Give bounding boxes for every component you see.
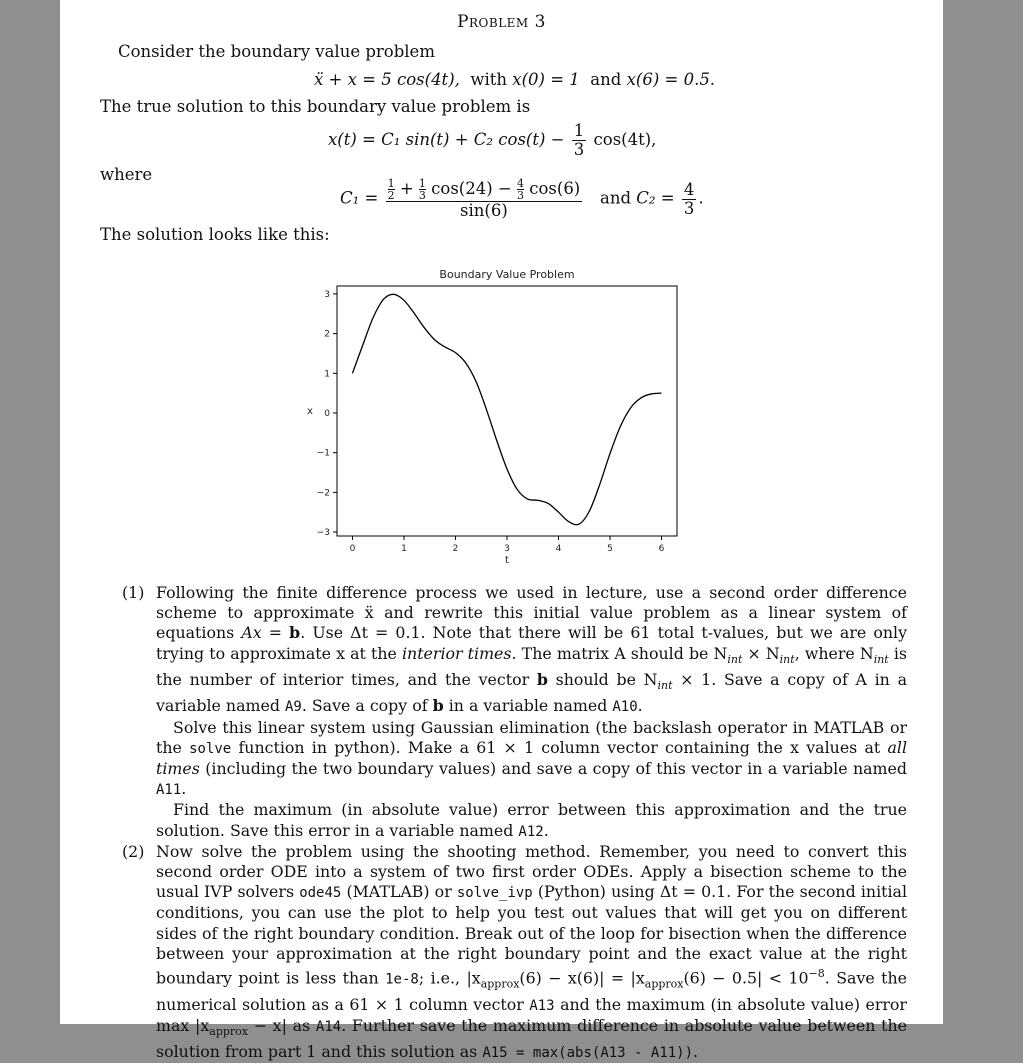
x-tick-label: 1 (401, 544, 407, 554)
cos24-term: cos(24) − (431, 179, 512, 198)
solution-rhs: cos(4t), (593, 130, 657, 149)
chart-title: Boundary Value Problem (439, 268, 575, 281)
small-num: 4 (516, 177, 524, 190)
y-axis-ticks (317, 290, 337, 538)
plus-sign: + (399, 179, 414, 198)
plot-frame (337, 286, 677, 536)
c1-numerator (386, 178, 583, 202)
c2-lhs: C₂ = (636, 188, 675, 208)
x-tick-label: 5 (607, 544, 613, 554)
constants-equation (340, 178, 704, 220)
y-tick-label: 0 (324, 408, 330, 419)
y-axis-label: x (307, 406, 313, 417)
fraction-denominator: 3 (573, 140, 585, 159)
c1-fraction (386, 178, 583, 220)
x-tick-label: 6 (658, 544, 665, 554)
constants-and: and (600, 188, 632, 208)
task-1-paragraph-2: Solve this linear system using Gaussian elimination (the backslash operator in MATLAB or the solve function in python). Make a 61 × 1 column vector containing the x values at all times (including the two boundary values) and save a copy of this vector in a variable named A11. (156, 717, 907, 799)
x-tick-label: 4 (555, 544, 562, 554)
solution-chart (280, 262, 720, 572)
solution-curve (352, 294, 661, 524)
ode-equation (314, 70, 715, 89)
y-tick-label: 3 (324, 289, 330, 300)
small-den: 3 (516, 189, 524, 202)
solution-equation (328, 122, 656, 159)
task-item-2 (122, 842, 907, 1063)
y-tick-label: 2 (324, 329, 330, 340)
small-den: 2 (387, 189, 395, 202)
c1-lhs: C₁ = (340, 188, 379, 208)
task-1-paragraph-3: Find the maximum (in absolute value) error between this approximation and the true solution. Save this error in a variable named A12. (156, 800, 907, 840)
ode-with: with (470, 70, 508, 89)
x-tick-label: 0 (349, 544, 356, 554)
x-tick-label: 2 (452, 544, 459, 554)
true-solution-intro: The true solution to this boundary value problem is (100, 97, 531, 116)
x-axis-label: t (505, 555, 509, 566)
four-thirds-fraction (517, 178, 524, 201)
solution-lhs: x(t) = C₁ sin(t) + C₂ cos(t) − (328, 130, 565, 149)
small-den: 3 (418, 189, 426, 202)
task-number: (2) (122, 841, 145, 861)
c1-denominator: sin(6) (460, 201, 508, 220)
problem-title: Problem 3 (457, 12, 546, 32)
x-axis-ticks (350, 536, 665, 554)
ode-lhs: ẍ + x = 5 cos(4t), (314, 70, 460, 89)
task-1-paragraph-1: Following the finite difference process we used in lecture, use a second order difference scheme to approximate ẍ and rewrite this initial value problem as a linear system of equations Ax = b. Use Δt = 0.1. Note that there will be 61 total t-values, but we are only trying to approximate x at the interior times. The matrix A should be $N_{int} \times N_{int}$, where $N_{int}$ is the number of interior times, and the vector b should be $N_{int} \times 1$. Save a copy of A in a variable named A9. Save a copy of b in a variable named A10. (156, 583, 908, 716)
cos6-term: cos(6) (529, 179, 581, 198)
ode-bc1: x(0) = 1 (512, 70, 580, 89)
c2-fraction (682, 181, 697, 218)
looks-like-text: The solution looks like this: (100, 225, 330, 244)
third-fraction (419, 178, 426, 201)
task-number: (1) (122, 583, 145, 602)
y-tick-label: −1 (316, 448, 330, 459)
intro-text: Consider the boundary value problem (118, 42, 435, 61)
document-page (60, 0, 943, 1062)
c2-denominator: 3 (683, 198, 695, 218)
y-tick-label: −3 (316, 528, 330, 539)
y-tick-label: −2 (316, 488, 330, 499)
y-tick-label: 1 (324, 369, 330, 380)
task-item-1 (122, 583, 907, 842)
small-num: 1 (418, 177, 426, 190)
c2-period: . (698, 188, 704, 208)
small-num: 1 (387, 177, 395, 190)
task-2-paragraph: Now solve the problem using the shooting method. Remember, you need to convert this second order ODE into a system of two first order ODEs. Apply a bisection scheme to the usual IVP solvers ode45 (MATLAB) or solve_ivp (Python) using Δt = 0.1. For the second initial conditions, you can use the plot to help you test out values that will get you on different sides of the right boundary condition. Break out of the loop for bisection when the difference between your approximation at the right boundary point and the exact value at the right boundary point is less than 1e-8; i.e., $|x_{approx}(6) - x(6)| = |x_{approx}(6) - 0.5| < 10^{-8}$. Save the numerical solution as a 61 × 1 column vector A13 and the maximum (in absolute value) error $\max |x_{approx} - x|$ as A14. Further save the maximum difference in absolute value between the solution from part 1 and this solution as A15 = max(abs(A13 - A11)). (156, 841, 908, 1062)
where-label: where (100, 165, 153, 184)
c2-numerator: 4 (683, 179, 695, 199)
ode-and: and (590, 70, 622, 89)
x-tick-label: 3 (504, 544, 510, 554)
fraction-numerator: 1 (573, 121, 585, 140)
ode-bc2: x(6) = 0.5. (626, 70, 716, 89)
task-list (122, 583, 907, 1063)
half-fraction (388, 178, 395, 201)
one-third-fraction (572, 122, 587, 159)
